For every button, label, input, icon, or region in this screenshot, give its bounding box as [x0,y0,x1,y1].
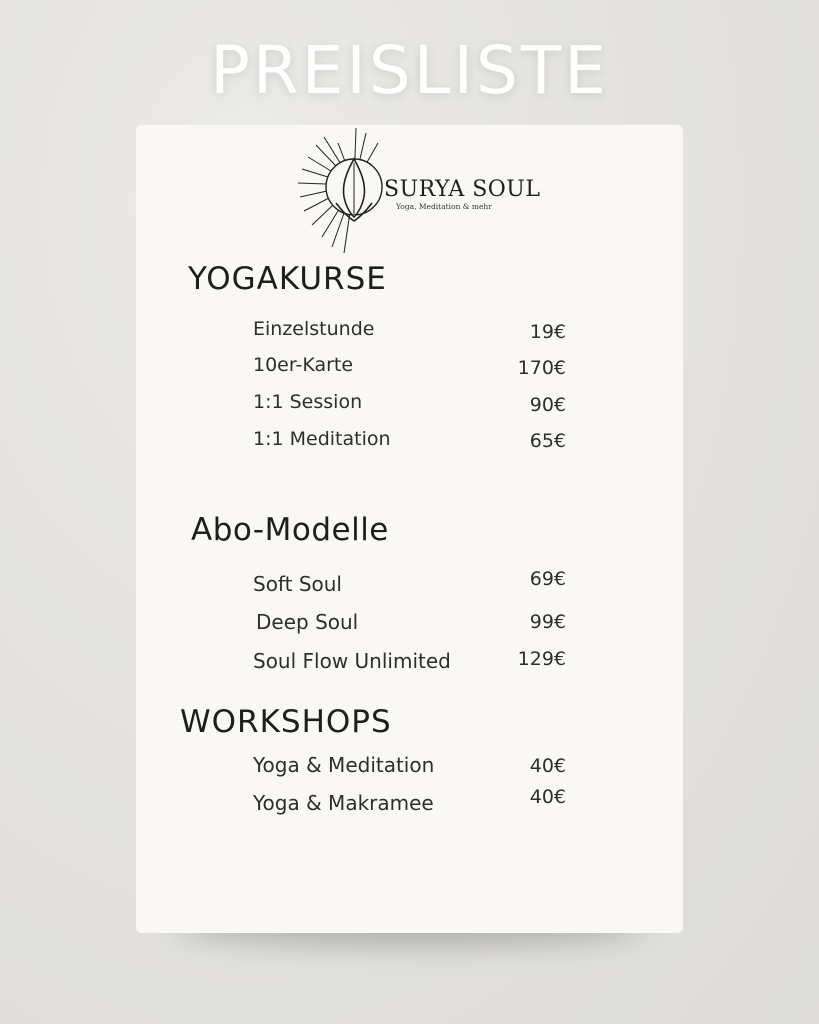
section-heading-abo-modelle: Abo-Modelle [191,512,389,548]
logo-brand-name: SURYA SOUL [384,177,541,202]
item-price: 40€ [529,786,566,808]
item-price: 19€ [529,321,566,343]
item-label: 1:1 Session [253,391,363,413]
item-label: Deep Soul [256,610,359,634]
price-list-card [136,125,683,933]
item-price: 90€ [529,394,566,416]
item-price: 99€ [529,611,566,633]
item-price: 129€ [517,648,566,670]
item-label: 10er-Karte [253,354,354,376]
page-title: PREISLISTE [210,32,609,109]
item-label: Yoga & Meditation [253,753,435,777]
section-heading-workshops: WORKSHOPS [180,704,392,740]
item-label: 1:1 Meditation [253,428,391,450]
item-price: 69€ [529,568,566,590]
item-price: 65€ [529,430,566,452]
item-label: Einzelstunde [253,318,375,340]
item-price: 170€ [517,357,566,379]
item-label: Yoga & Makramee [253,791,434,815]
item-price: 40€ [529,755,566,777]
item-label: Soul Flow Unlimited [253,649,451,673]
item-label: Soft Soul [253,572,342,596]
logo [296,125,541,255]
section-heading-yogakurse: YOGAKURSE [188,261,387,297]
logo-tagline: Yoga, Meditation & mehr [396,202,492,211]
